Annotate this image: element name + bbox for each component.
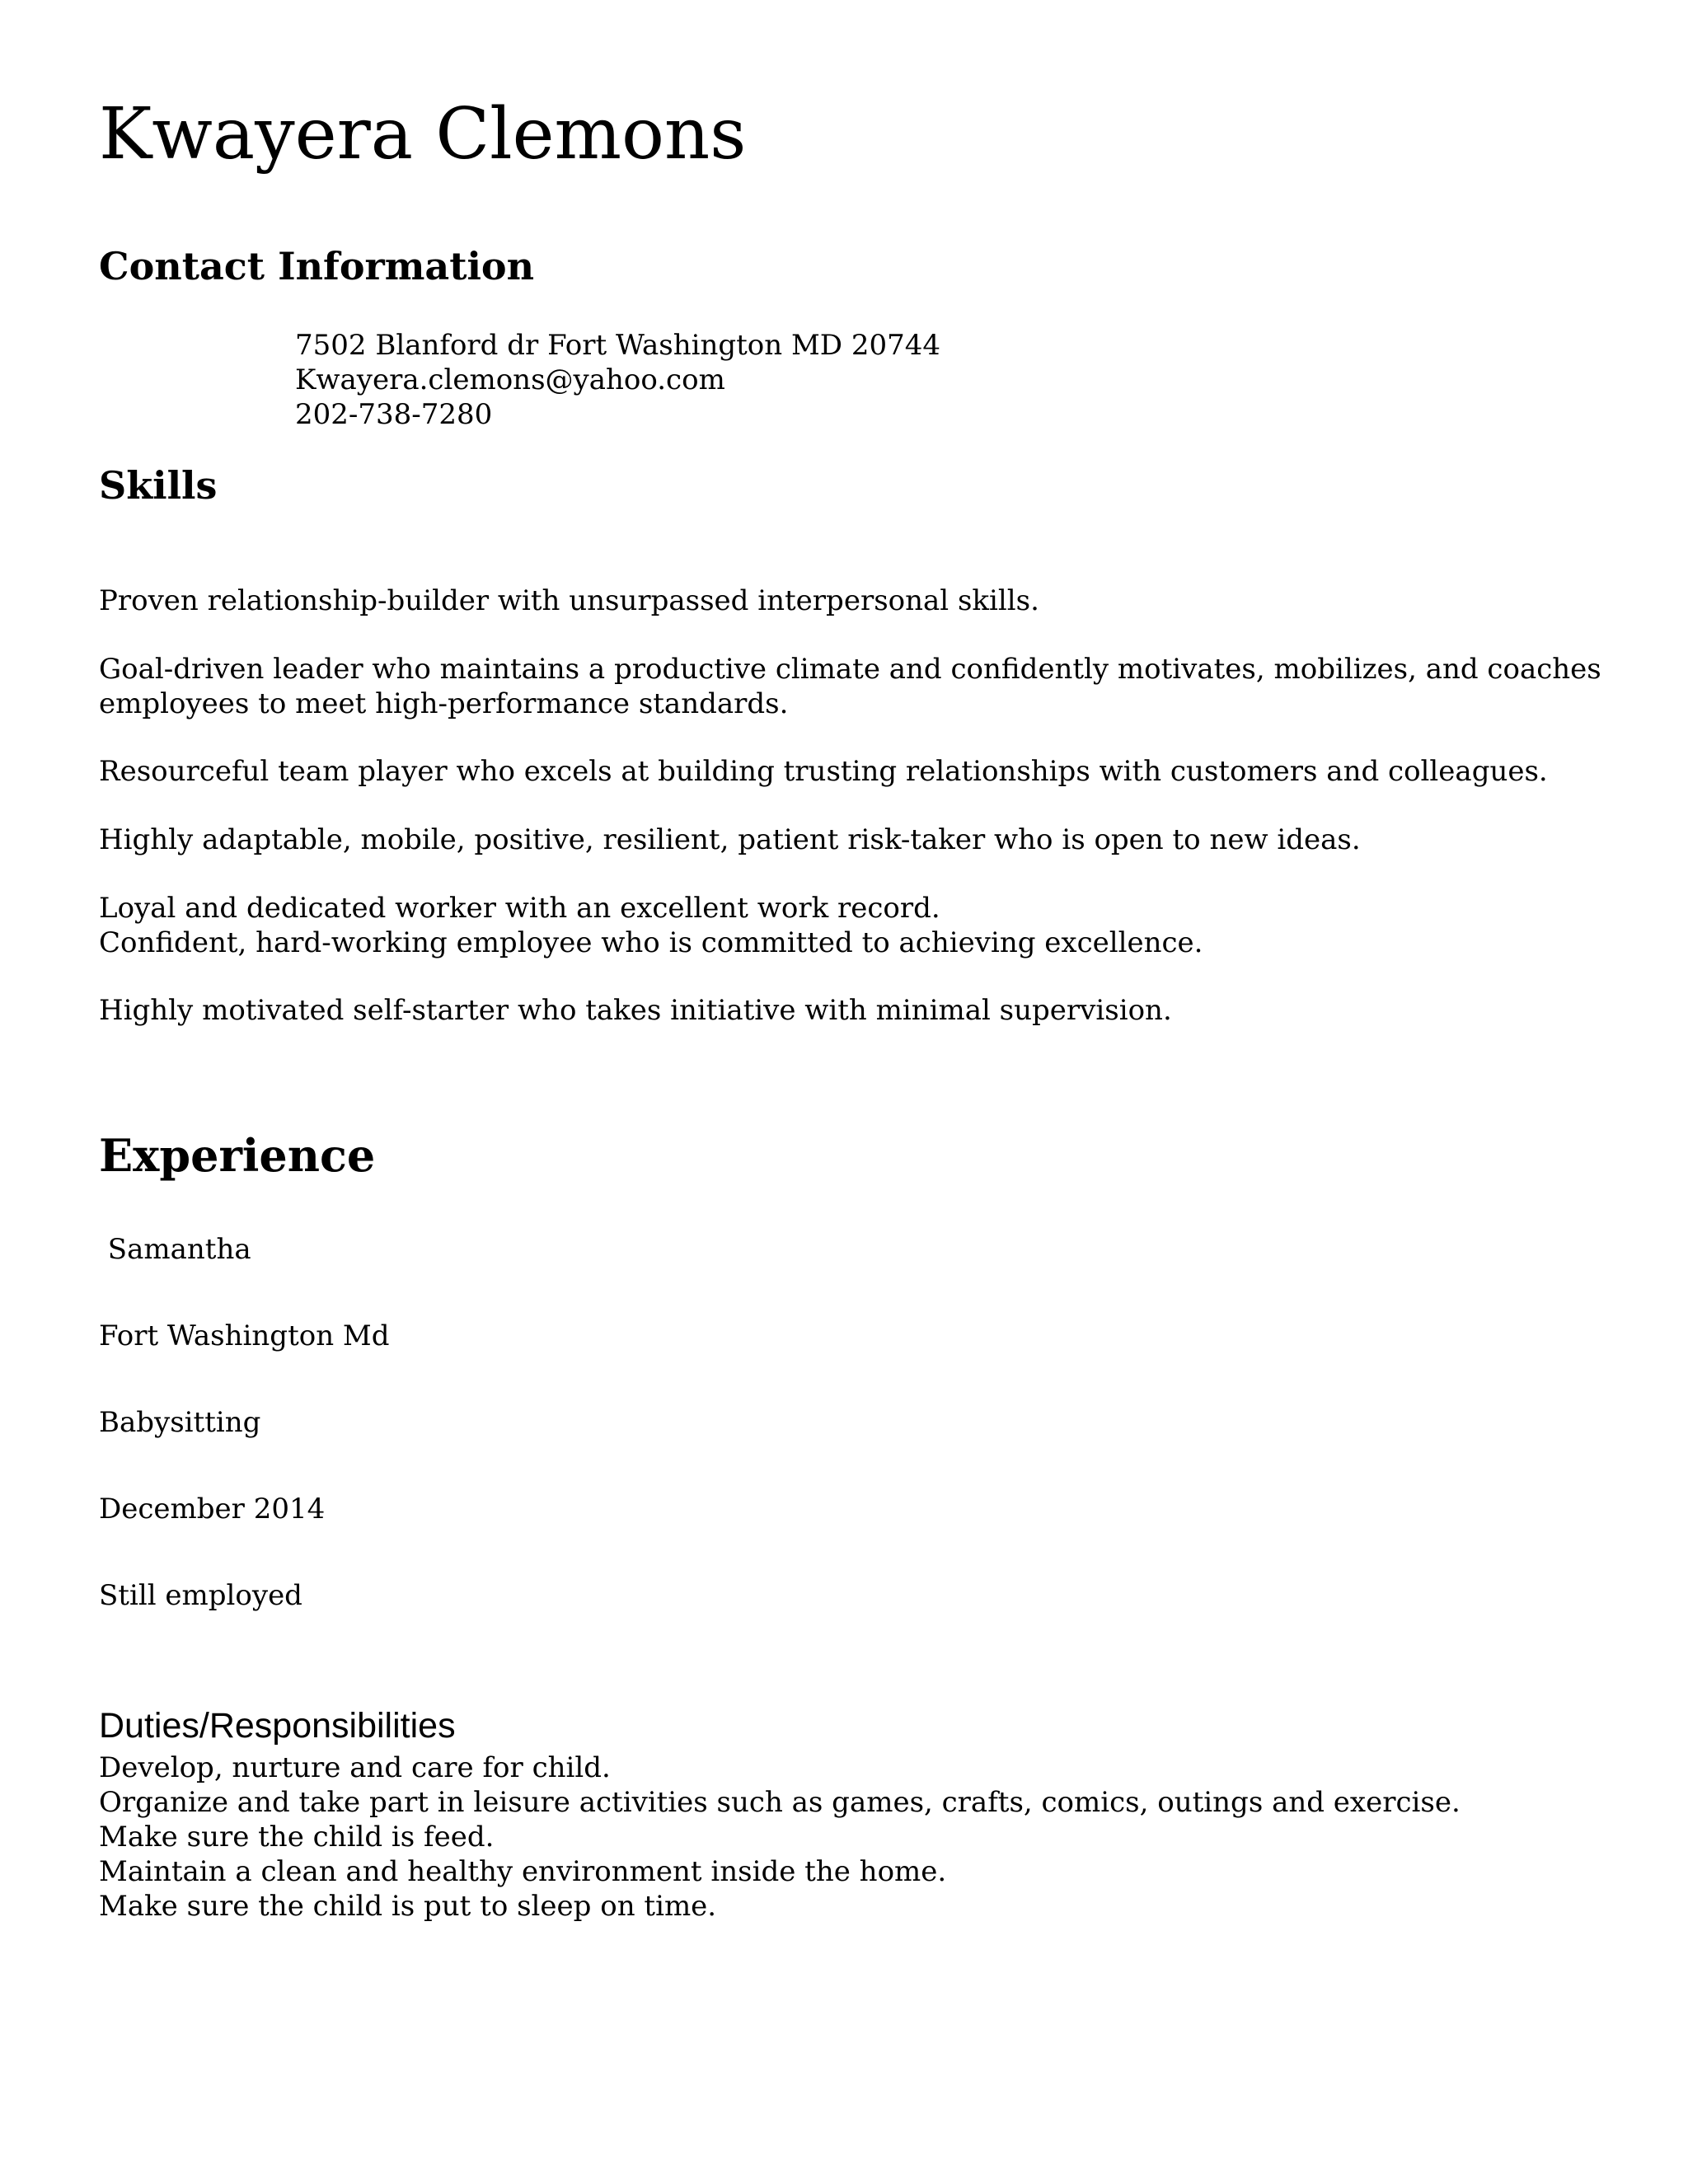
duty-item: Develop, nurture and care for child. [99, 1751, 611, 1784]
skill-paragraph-4 [99, 823, 1550, 857]
skill-line: employees to meet high-performance standards. [99, 687, 789, 720]
skill-paragraph-2 [99, 652, 1601, 721]
skill-paragraph-3 [99, 754, 1550, 789]
skill-line: Resourceful team player who excels at building trusting relationships with customers and colleagues. [99, 755, 1548, 788]
duties-list [99, 1750, 1461, 1924]
job-title: Babysitting [99, 1406, 261, 1439]
contact-email: Kwayera.clemons@yahoo.com [295, 363, 725, 396]
duty-item: Make sure the child is put to sleep on time. [99, 1890, 717, 1923]
duty-item: Maintain a clean and healthy environment inside the home. [99, 1855, 947, 1888]
duties-heading: Duties/Responsibilities [99, 1706, 456, 1746]
duty-item: Organize and take part in leisure activities such as games, crafts, comics, outings and exercise. [99, 1786, 1461, 1819]
start-date: December 2014 [99, 1493, 326, 1526]
skill-line: Loyal and dedicated worker with an excellent work record. [99, 892, 940, 925]
skill-line: Highly adaptable, mobile, positive, resilient, patient risk-taker who is open to new ideas. [99, 823, 1361, 856]
contact-heading: Contact Information [99, 244, 535, 288]
skill-paragraph-5 [99, 891, 1550, 960]
end-date: Still employed [99, 1579, 302, 1612]
candidate-name: Kwayera Clemons [99, 93, 747, 176]
skill-line: Proven relationship-builder with unsurpassed interpersonal skills. [99, 584, 1039, 617]
skill-line: Confident, hard-working employee who is committed to achieving excellence. [99, 926, 1203, 959]
contact-address: 7502 Blanford dr Fort Washington MD 20744 [295, 329, 941, 362]
contact-details [295, 328, 940, 432]
skills-heading: Skills [99, 463, 218, 508]
experience-heading: Experience [99, 1129, 376, 1182]
job-location: Fort Washington Md [99, 1319, 390, 1352]
skill-line: Goal-driven leader who maintains a productive climate and confidently motivates, mobilizes, and coaches [99, 653, 1601, 686]
contact-phone: 202-738-7280 [295, 398, 493, 431]
skill-paragraph-6 [99, 993, 1550, 1028]
employer-name: Samantha [99, 1233, 251, 1266]
duty-item: Make sure the child is feed. [99, 1821, 495, 1854]
skill-paragraph-1 [99, 583, 1550, 618]
skill-line: Highly motivated self-starter who takes initiative with minimal supervision. [99, 994, 1172, 1027]
